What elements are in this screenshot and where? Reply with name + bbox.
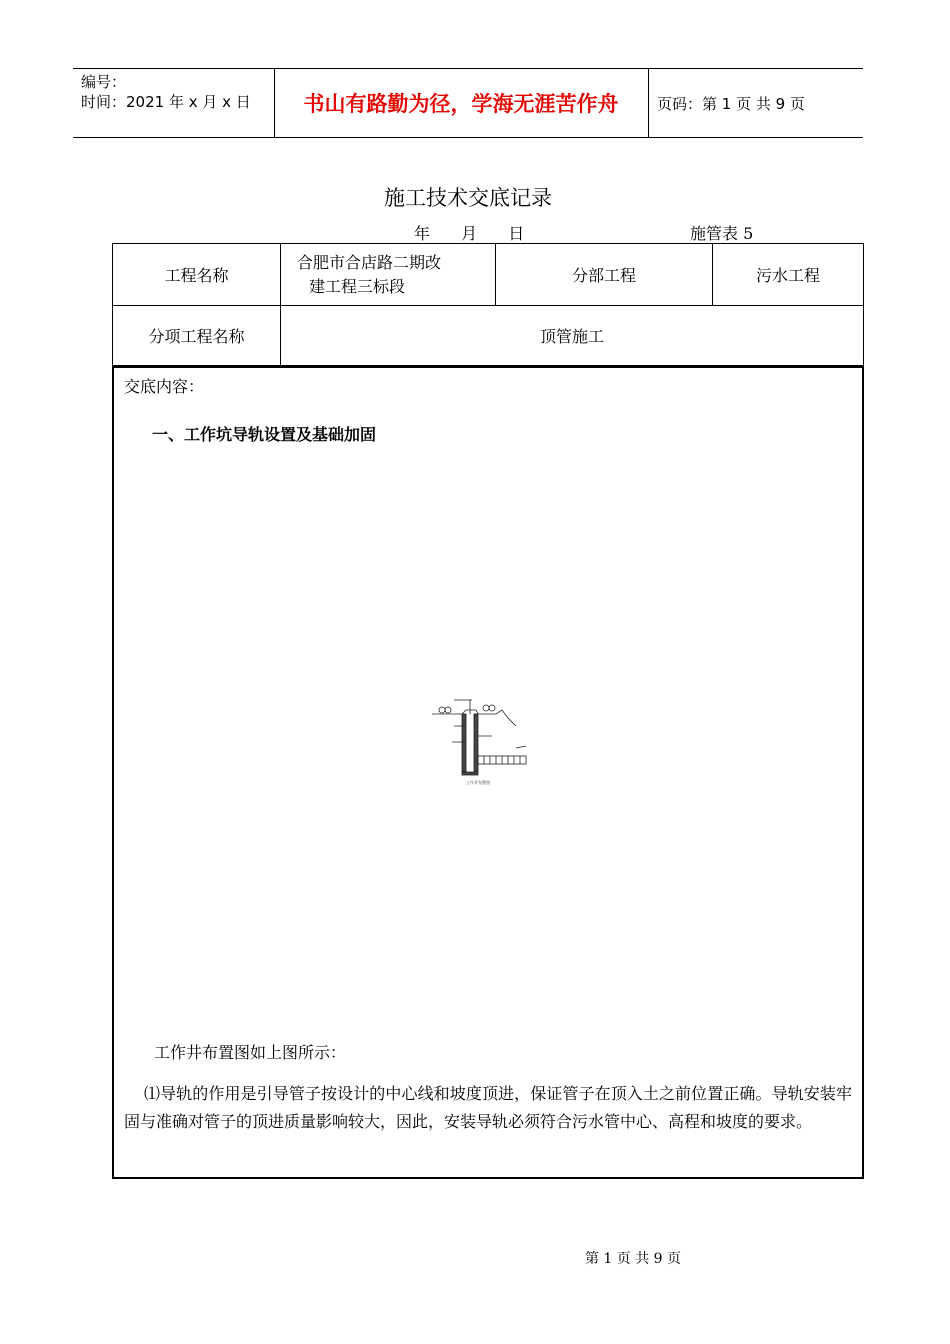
- date-line: [414, 221, 550, 244]
- project-name-label-cell: [113, 244, 281, 306]
- crane-arm: [454, 700, 472, 714]
- sub-project-value: 污水工程: [755, 266, 820, 285]
- item-name-label-cell: [113, 306, 281, 365]
- sub-project-value-cell: [713, 244, 863, 306]
- time-label: 时间：2021 年 x 月 x 日: [81, 93, 251, 111]
- diagram-caption: 工作井布置图: [466, 780, 490, 785]
- page-footer: 第 1 页 共 9 页: [584, 1251, 682, 1267]
- date-year: 年: [414, 224, 431, 243]
- serial-label: 编号：: [81, 73, 127, 91]
- content-box: [112, 366, 864, 1179]
- header-page-cell: [649, 69, 863, 137]
- date-month: 月: [461, 224, 478, 243]
- info-table: [112, 243, 864, 366]
- equipment-circle-3: [483, 705, 489, 711]
- sub-project-label: 分部工程: [571, 266, 636, 285]
- project-name-line2: 建工程三标段: [309, 276, 406, 296]
- motto-text: 书山有路勤为径，学海无涯苦作舟: [303, 92, 619, 116]
- item-name-value-cell: [281, 306, 863, 365]
- equipment-circle-2: [445, 707, 451, 713]
- form-number: 施管表 5: [690, 224, 754, 243]
- pit-wall-left: [462, 714, 466, 772]
- project-name-line1: 合肥市合店路二期改: [297, 252, 442, 272]
- project-name-label: 工程名称: [164, 266, 229, 285]
- work-pit-diagram: [432, 696, 532, 788]
- pipe-joints: [484, 756, 520, 764]
- guide-rail-paragraph: ⑴导轨的作用是引导管子按设计的中心线和坡度顶进，保证管子在顶入土之前位置正确。导轨安装牢固与准确对管子的顶进质量影响较大，因此，安装导轨必须符合污水管中心、高程和坡度的要求。: [124, 1084, 852, 1131]
- sub-project-label-cell: [496, 244, 713, 306]
- item-name-value: 顶管施工: [539, 327, 604, 346]
- pit-base: [462, 772, 478, 775]
- pit-wall-right: [474, 714, 478, 772]
- content-label: 交底内容：: [124, 377, 205, 396]
- document-header: [73, 68, 863, 138]
- equipment-circle-1: [439, 707, 445, 713]
- header-left-cell: [73, 69, 275, 137]
- project-name-value-cell: [281, 244, 496, 306]
- equipment-circle-4: [489, 705, 495, 711]
- document-title: 施工技术交底记录: [384, 186, 552, 210]
- item-name-label: 分项工程名称: [148, 327, 245, 346]
- date-day: 日: [508, 224, 525, 243]
- page-info: 页码：第 1 页 共 9 页: [657, 94, 805, 113]
- header-motto-cell: [274, 69, 649, 137]
- section-heading: 一、工作坑导轨设置及基础加固: [152, 425, 377, 444]
- figure-reference-text: 工作井布置图如上图所示：: [154, 1043, 347, 1062]
